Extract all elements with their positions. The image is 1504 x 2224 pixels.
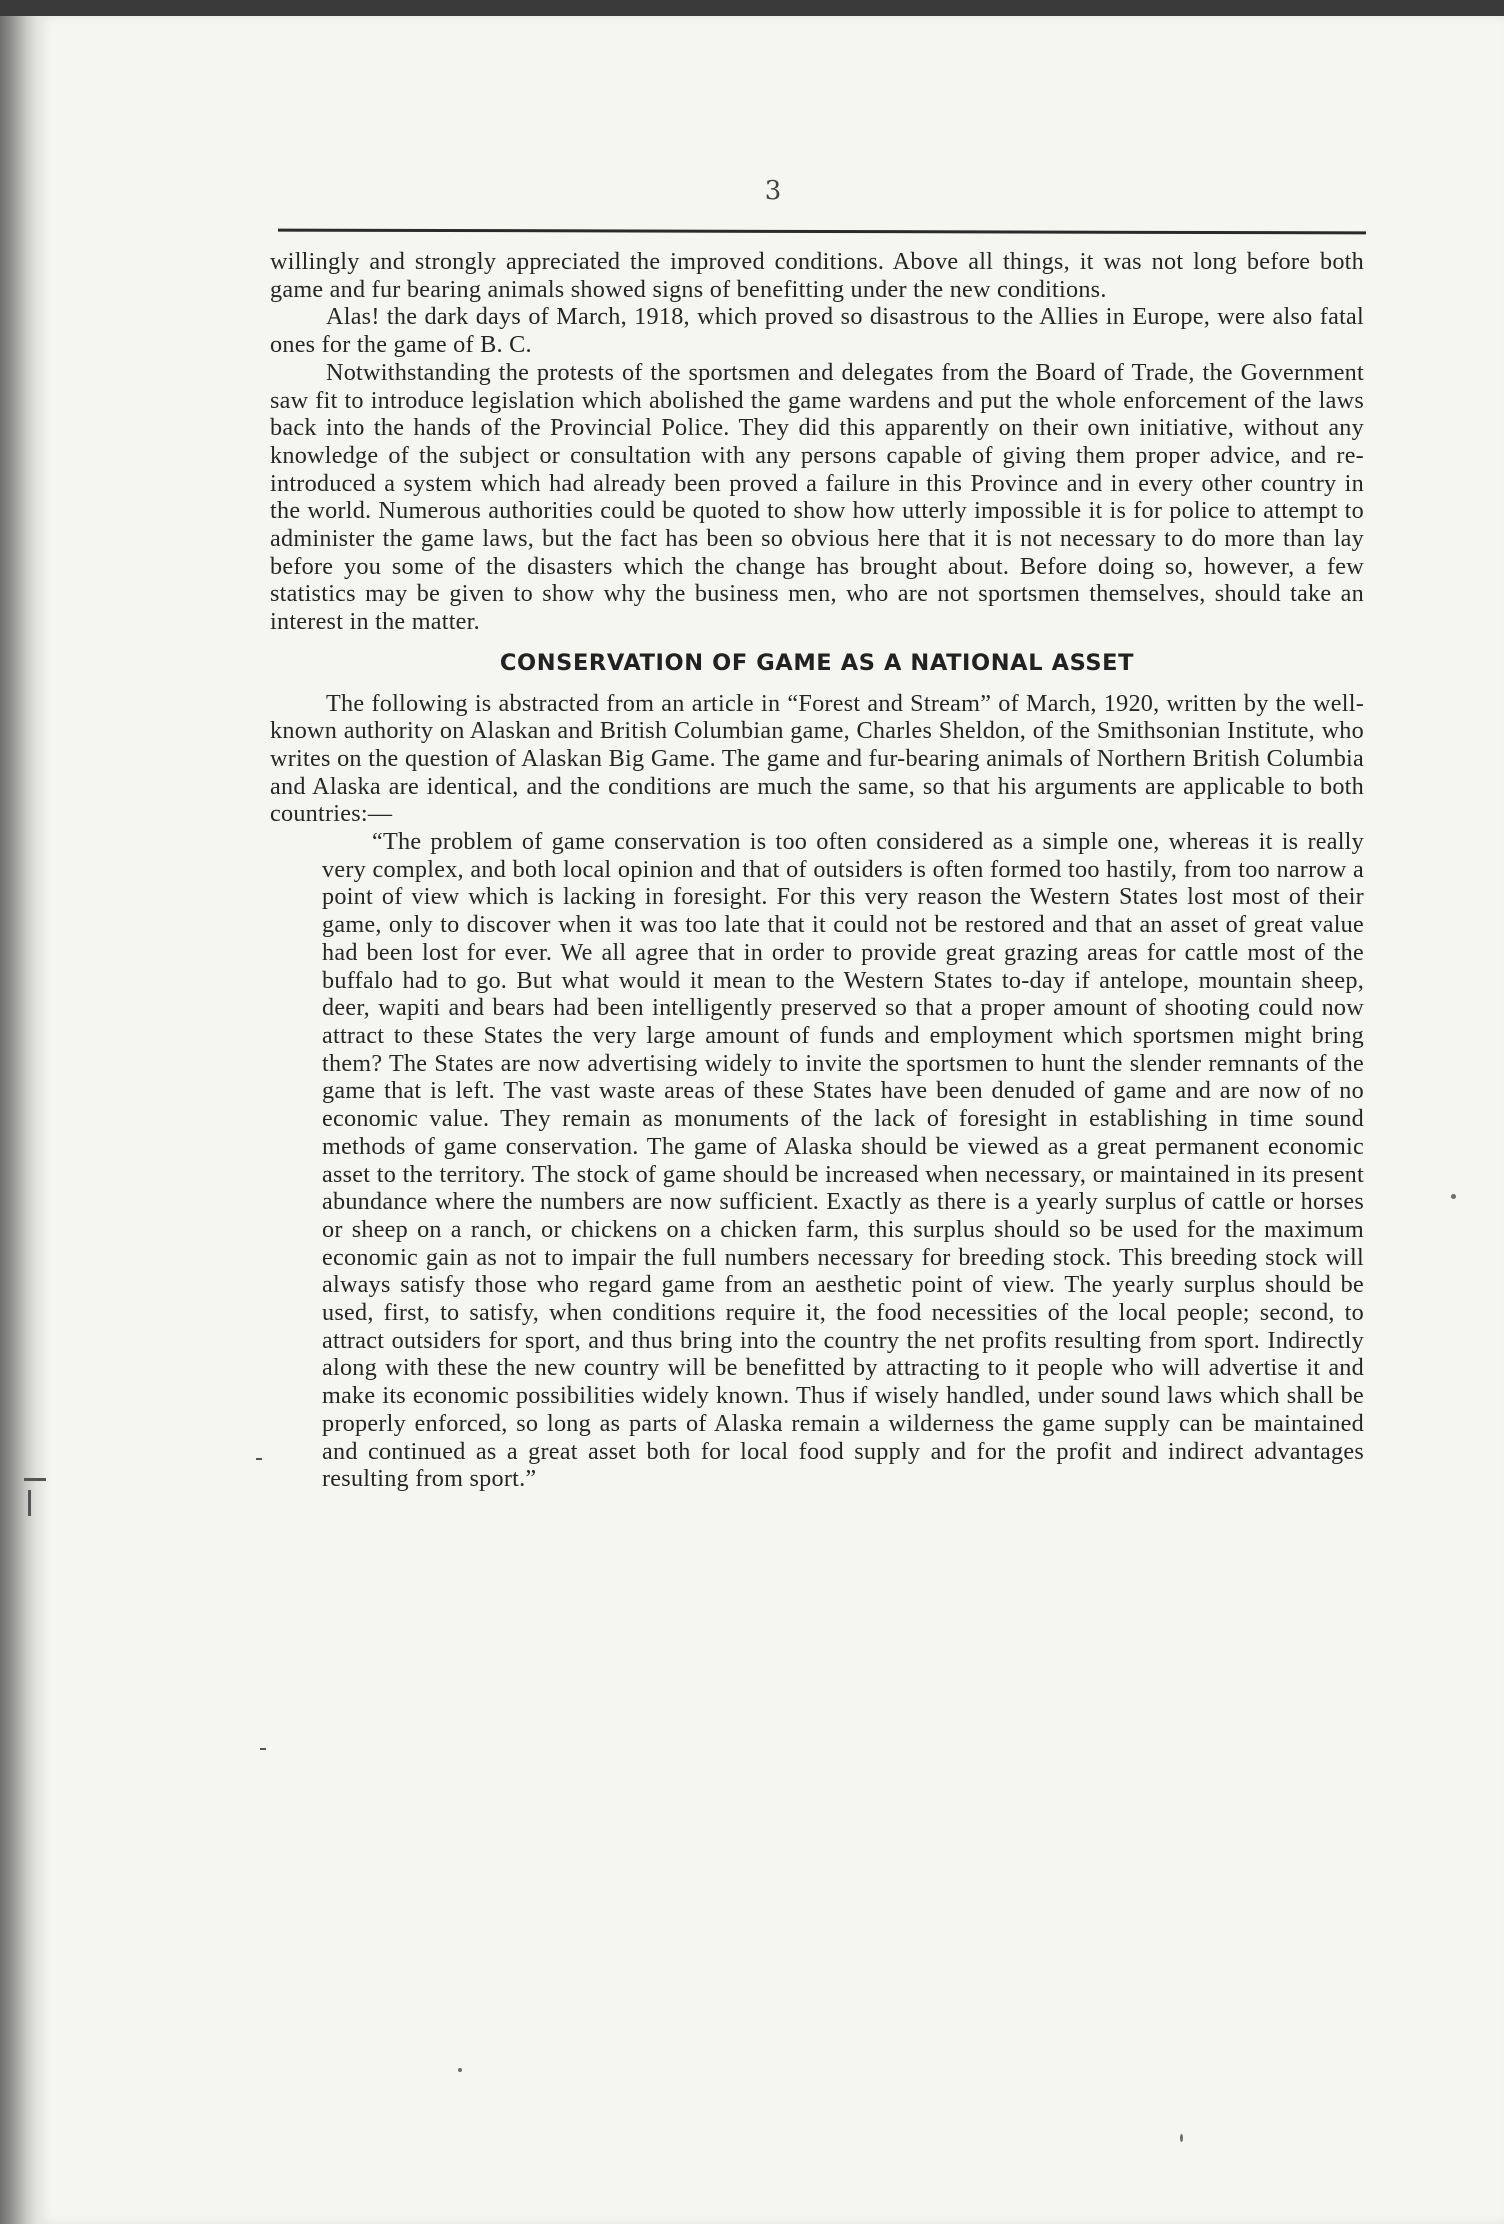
- scan-edge-mark: [24, 1478, 46, 1481]
- block-quote-sheldon: “The problem of game conservation is too often considered as a simple one, whereas it is really very complex, and both local opinion and that of outsiders is often formed too hastily, from too narrow a point of view which is lacking in foresight. For this very reason the Western States lost most of their game, only to discover when it was too late that it could not be restored and that an asset of great value had been lost for ever. We all agree that in order to provide great grazing areas for cattle most of the buffalo had to go. But what would it mean to the Western States to-day if antelope, mountain sheep, deer, wapiti and bears had been intelligently preserved so that a proper amount of shooting could now attract to these States the very large amount of funds and employment which sportsmen might bring them? The States are now advertising widely to invite the sportsmen to hunt the slender remnants of the game that is left. The vast waste areas of these States have been denuded of game and are now of no economic value. They remain as monuments of the lack of foresight in establishing in time sound methods of game conservation. The game of Alaska should be viewed as a great permanent economic asset to the territory. The stock of game should be increased when necessary, or maintained in its present abundance where the numbers are now sufficient. Exactly as there is a yearly surplus of cattle or horses or sheep on a ranch, or chickens on a chicken farm, this surplus should so be used for the maximum economic gain as not to impair the full numbers necessary for breeding stock. This breeding stock will always satisfy those who regard game from an aesthetic point of view. The yearly surplus should be used, first, to satisfy, when conditions require it, the food necessities of the local people; second, to attract outsiders for sport, and thus bring into the country the net profits resulting from sport. Indirectly along with these the new country will be benefitted by attracting to it people who will advertise it and make its economic possibilities widely known. Thus if wisely handled, under sound laws which shall be properly enforced, so long as parts of Alaska remain a wilderness the game supply can be maintained and continued as a great asset both for local food supply and for the profit and indirect advantages resulting from sport.”: [322, 828, 1364, 1493]
- scan-edge-mark: [28, 1490, 31, 1516]
- paragraph-provincial-police: Notwithstanding the protests of the sportsmen and delegates from the Board of Trade, the Government saw fit to introduce legislation which abolished the game wardens and put the whole enforcement of the laws back into the hands of the Provincial Police. They did this apparently on their own initiative, without any knowledge of the subject or consultation with any persons capable of giving them proper advice, and re-introduced a system which had already been proved a failure in this Province and in every other country in the world. Numerous authorities could be quoted to show how utterly impossible it is for police to attempt to administer the game laws, but the fact has been so obvious here that it is not necessary to do more than lay before you some of the disasters which the change has brought about. Before doing so, however, a few statistics may be given to show why the business men, who are not sportsmen themselves, should take an interest in the matter.: [270, 358, 1364, 636]
- page-number: 3: [764, 176, 782, 206]
- scan-speck: [1180, 2134, 1183, 2142]
- paragraph-continued: willingly and strongly appreciated the improved conditions. Above all things, it was not long before both game and fur bearing animals showed signs of benefitting under the new conditions.: [270, 248, 1364, 303]
- section-intro-paragraph: The following is abstracted from an article in “Forest and Stream” of March, 1920, written by the well-known authority on Alaskan and British Columbian game, Charles Sheldon, of the Smithsonian Institute, who writes on the question of Alaskan Big Game. The game and fur-bearing animals of Northern British Columbia and Alaska are identical, and the conditions are much the same, so that his arguments are applicable to both countries:—: [270, 689, 1364, 828]
- scan-edge-mark: [260, 1748, 266, 1750]
- scan-speck: [1451, 1194, 1456, 1199]
- page-body: [270, 248, 1364, 1493]
- paragraph-march-1918: Alas! the dark days of March, 1918, which proved so disastrous to the Allies in Europe, were also fatal ones for the game of B. C.: [270, 303, 1364, 359]
- header-rule: [278, 229, 1366, 235]
- book-spine-shadow: [0, 16, 38, 2224]
- book-page: [38, 16, 1504, 2224]
- scan-edge-mark: [256, 1458, 262, 1460]
- section-heading: CONSERVATION OF GAME AS A NATIONAL ASSET: [499, 649, 1135, 676]
- scan-top-border: [0, 0, 1504, 16]
- scan-speck: [458, 2068, 462, 2072]
